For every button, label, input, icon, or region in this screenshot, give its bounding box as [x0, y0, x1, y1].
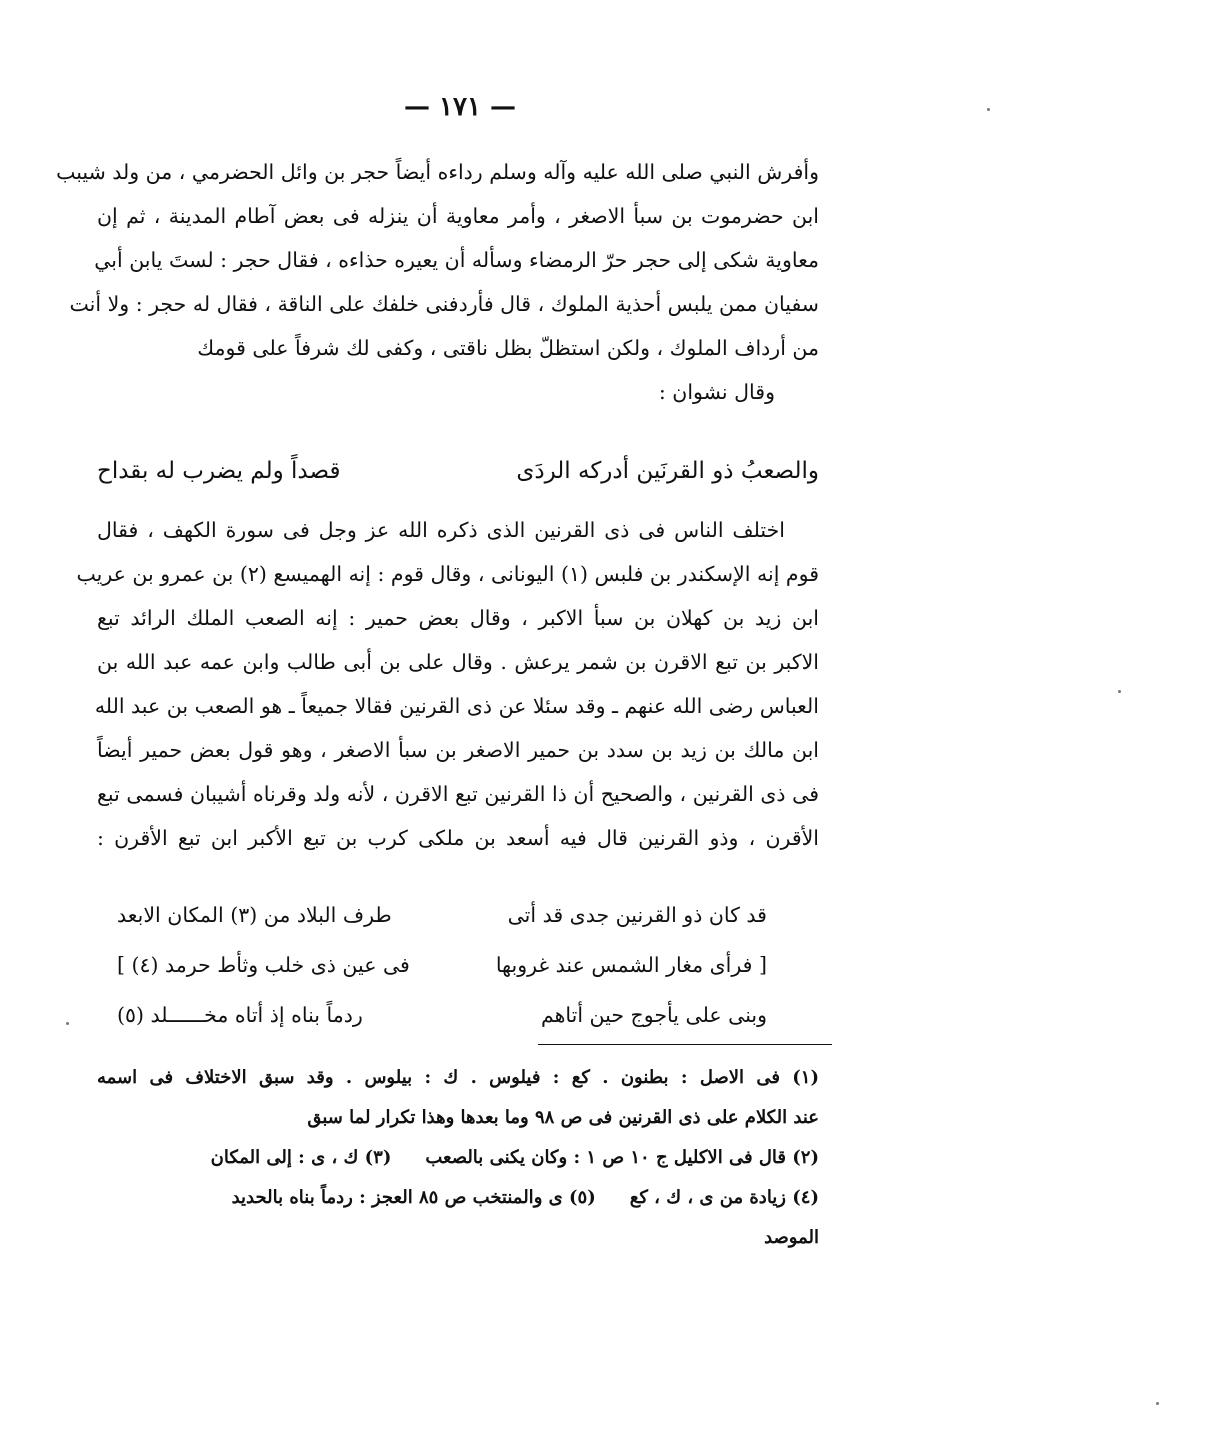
main-verse: [97, 446, 819, 496]
poem-verse: [107, 992, 777, 1038]
text-line: معاوية شكى إلى حجر حرّ الرمضاء وسأله أن يعيره حذاءه ، فقال حجر : لستَ يابن أبي: [94, 248, 819, 272]
text-line: ابن زيد بن كهلان بن سبأ الاكبر ، وقال بعض حمير : إنه الصعب الملك الرائد تبع: [97, 606, 819, 630]
footnote-4: (٤) زيادة من ى ، ك ، كع: [629, 1187, 819, 1208]
poem-verse: [107, 942, 777, 988]
text-line: العباس رضى الله عنهم ـ وقد سئلا عن ذى القرنين فقالا جميعاً ـ هو الصعب بن عبد الله: [94, 694, 819, 718]
footnote-row: [97, 1138, 819, 1178]
footnote-5: (٥) ى والمنتخب ص ٨٥ العجز : ردماً بناه بالحديد: [231, 1187, 596, 1208]
poem-first-hemistich: قد كان ذو القرنين جدى قد أتى: [507, 903, 767, 927]
poem-verse: [107, 892, 777, 938]
verse-intro: وقال نشوان :: [658, 380, 775, 404]
text-line: اختلف الناس فى ذى القرنين الذى ذكره الله عز وجل فى سورة الكهف ، فقال: [97, 518, 785, 542]
verse-first-hemistich: والصعبُ ذو القرنَين أدركه الردَى: [516, 458, 819, 484]
poem-second-hemistich: فى عين ذى خلب وثأط حرمد (٤) ]: [117, 953, 410, 977]
footnote-separator: [538, 1044, 832, 1045]
footnote-3: (٣) ك ، ى : إلى المكان: [210, 1147, 392, 1168]
scan-speck: [66, 1022, 69, 1025]
text-line: ابن مالك بن زيد بن سدد بن حمير الاصغر بن سبأ الاصغر ، وهو قول بعض حمير أيضاً: [97, 738, 819, 762]
footnote-row: [97, 1178, 819, 1218]
poem-first-hemistich: وبنى على يأجوج حين أتاهم: [540, 1003, 767, 1027]
text-line: ابن حضرموت بن سبأ الاصغر ، وأمر معاوية أن ينزله فى بعض آطام المدينة ، ثم إن: [97, 204, 819, 228]
scan-speck: [1118, 690, 1121, 693]
footnote-1-continued: عند الكلام على ذى القرنين فى ص ٩٨ وما بعدها وهذا تكرار لما سبق: [307, 1107, 819, 1128]
footnotes: [97, 1058, 819, 1258]
page-number: — ١٧١ —: [403, 92, 517, 122]
footnote-2: (٢) قال فى الاكليل ج ١٠ ص ١ : وكان يكنى بالصعب: [425, 1147, 819, 1168]
paragraph-2: [76, 508, 819, 860]
poem-second-hemistich: ردماً بناه إذ أتاه مخــــــلد (٥): [117, 1003, 363, 1027]
text-line: الاكبر بن تبع الاقرن بن شمر يرعش . وقال على بن أبى طالب وابن عمه عبد الله بن: [97, 650, 819, 674]
poem-second-hemistich: طرف البلاد من (٣) المكان الابعد: [117, 903, 392, 927]
text-line: قوم إنه الإسكندر بن فلبس (١) اليونانى ، وقال قوم : إنه الهميسع (٢) بن عمرو بن عريب: [76, 562, 819, 586]
paragraph-1: [56, 150, 819, 414]
text-line: فى ذى القرنين ، والصحيح أن ذا القرنين تبع الاقرن ، لأنه ولد وقرناه أشيبان فسمى تبع: [97, 782, 819, 806]
scan-speck: [1156, 1402, 1159, 1405]
text-line: سفيان ممن يلبس أحذية الملوك ، قال فأردفنى خلفك على الناقة ، فقال له حجر : ولا أنت: [69, 292, 819, 316]
verse-second-hemistich: قصداً ولم يضرب له بقداح: [97, 458, 341, 484]
footnote-5-continued: الموصد: [764, 1227, 819, 1248]
text-line: وأفرش النبي صلى الله عليه وآله وسلم رداءه أيضاً حجر بن وائل الحضرمي ، من ولد شيبب: [56, 160, 819, 184]
poem-first-hemistich: [ فرأى مغار الشمس عند غروبها: [495, 953, 767, 977]
text-line: الأقرن ، وذو القرنين قال فيه أسعد بن ملكى كرب بن تبع الأكبر ابن تبع الأقرن :: [97, 826, 819, 850]
scan-speck: [987, 108, 990, 111]
text-line: من أرداف الملوك ، ولكن استظلّ بظل ناقتى ، وكفى لك شرفاً على قومك: [197, 336, 819, 360]
footnote-1: (١) فى الاصل : بطنون . كع : فيلوس . ك : بيلوس . وقد سبق الاختلاف فى اسمه: [97, 1067, 819, 1088]
